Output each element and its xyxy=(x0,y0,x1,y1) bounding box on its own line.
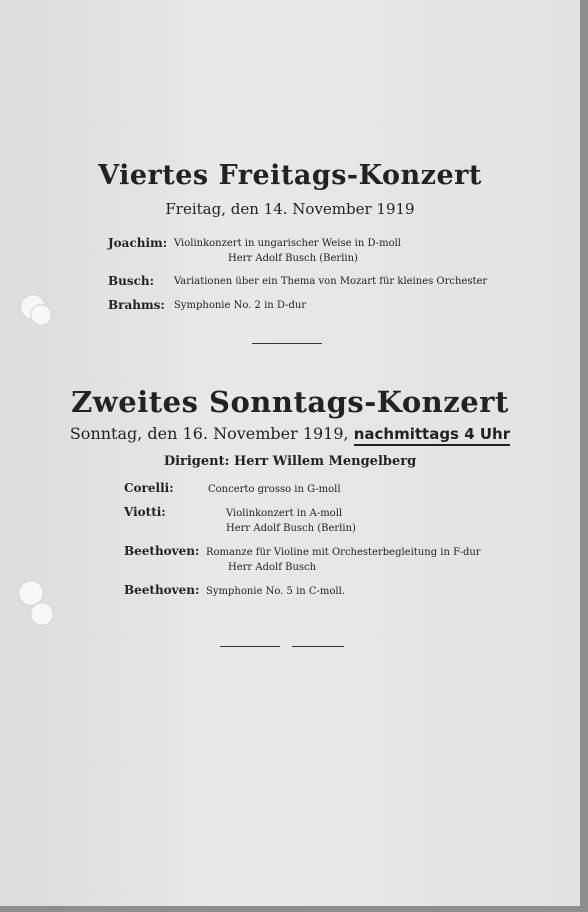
concert2-time: nachmittags 4 Uhr xyxy=(354,425,510,446)
program-work: Concerto grosso in G-moll xyxy=(208,484,341,495)
punch-hole xyxy=(30,304,52,326)
program-work: Violinkonzert in ungarischer Weise in D-moll xyxy=(174,238,401,249)
program-soloist: Herr Adolf Busch (Berlin) xyxy=(228,253,358,264)
concert2-title: Zweites Sonntags-Konzert xyxy=(71,385,509,419)
concert1-date: Freitag, den 14. November 1919 xyxy=(165,200,415,218)
program-work: Symphonie No. 5 in C-moll. xyxy=(206,586,345,597)
concert1-title: Viertes Freitags-Konzert xyxy=(98,160,482,191)
program-composer: Beethoven: xyxy=(124,583,200,597)
program-work: Variationen über ein Thema von Mozart für kleines Orchester xyxy=(174,276,488,287)
program-composer: Joachim: xyxy=(108,236,168,250)
program-composer: Beethoven: xyxy=(124,544,200,558)
punch-hole xyxy=(30,602,54,626)
program-composer: Brahms: xyxy=(108,298,165,312)
program-work: Symphonie No. 2 in D-dur xyxy=(174,300,307,311)
divider xyxy=(252,343,322,344)
program-work: Romanze für Violine mit Orchesterbegleitung in F-dur xyxy=(206,547,481,558)
program-soloist: Herr Adolf Busch xyxy=(228,562,317,573)
program-composer: Viotti: xyxy=(124,505,166,519)
program-composer: Busch: xyxy=(108,274,155,288)
program-composer: Corelli: xyxy=(124,481,174,495)
concert2-date: Sonntag, den 16. November 1919, xyxy=(69,424,349,443)
concert2-conductor: Dirigent: Herr Willem Mengelberg xyxy=(163,454,417,469)
program-soloist: Herr Adolf Busch (Berlin) xyxy=(226,523,356,534)
concert2-date-line xyxy=(0,424,580,443)
divider xyxy=(292,646,344,647)
divider xyxy=(220,646,280,647)
program-work: Violinkonzert in A-moll xyxy=(226,508,343,519)
